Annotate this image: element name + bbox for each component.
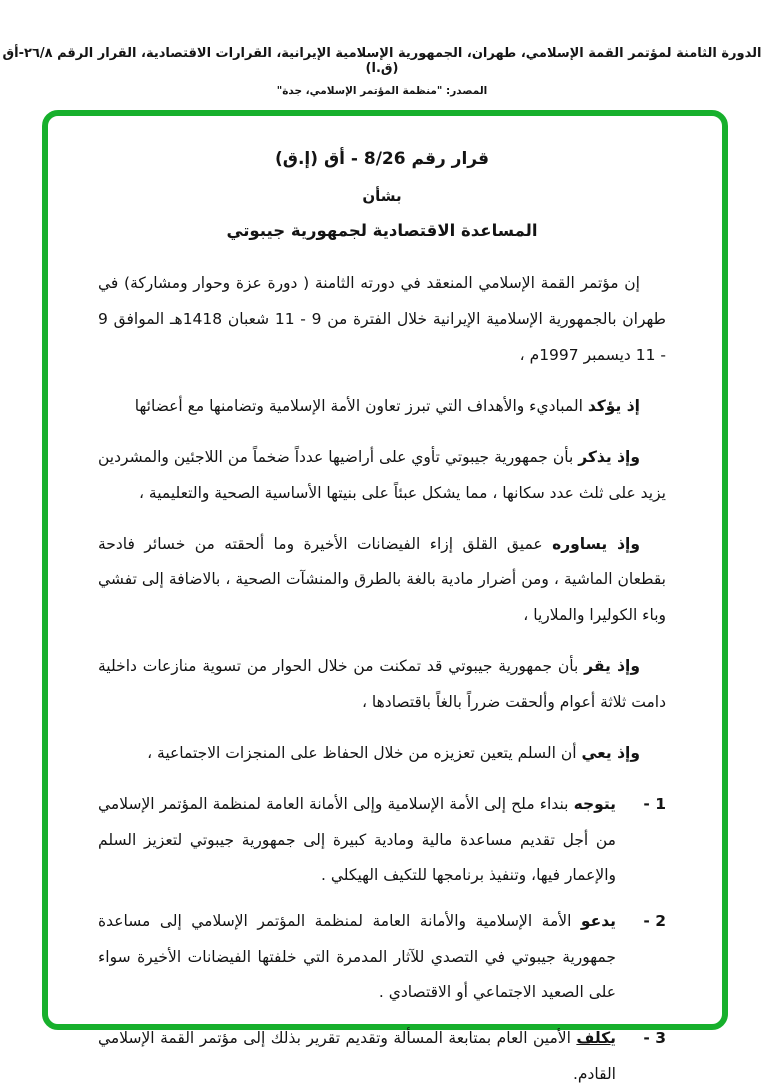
clause-paragraph [98, 389, 666, 425]
operative-items-list [98, 787, 666, 1092]
clause-lead: وإذ يعي [581, 744, 640, 762]
page-header [0, 46, 764, 97]
header-citation-line: الدورة الثامنة لمؤتمر القمة الإسلامي، طهران، الجمهورية الإسلامية الإيرانية، القرارات الاقتصادية، القرار الرقم ٢٦/٨-أق (ق.ا) [2, 46, 762, 76]
item-number: 2 - [643, 912, 666, 931]
header-source-line: المصدر: "منظمة المؤتمر الإسلامي، جدة" [276, 85, 488, 97]
item-body: الأمين العام بمتابعة المسألة وتقديم تقرير بذلك إلى مؤتمر القمة الإسلامي القادم. [98, 1028, 616, 1083]
item-number: 3 - [643, 1028, 666, 1047]
clause-text: أن السلم يتعين تعزيزه من خلال الحفاظ على المنجزات الاجتماعية ، [147, 744, 582, 762]
list-item [98, 787, 666, 894]
clause-paragraph [98, 440, 666, 511]
clause-paragraph [98, 736, 666, 772]
clause-paragraph [98, 649, 666, 720]
item-body: الأمة الإسلامية والأمانة العامة لمنظمة المؤتمر الإسلامي إلى مساعدة جمهورية جيبوتي في التصدي للآثار المدمرة التي خلفتها الفيضانات الأخيرة سواء على الصعيد الاجتماعي أو الاقتصادي . [98, 912, 616, 1002]
item-text [98, 904, 616, 1011]
clause-lead: إذ يؤكد [587, 396, 640, 415]
clause-text: بأن جمهورية جيبوتي تأوي على أراضيها عدداً ضخماً من اللاجئين والمشردين يزيد على ثلث عدد سكانها ، مما يشكل عبئاً على بنيتها الأساسية الصحية والتعليمية ، [98, 448, 666, 502]
title-concerning: بشأن [362, 186, 402, 205]
clause-text: بأن جمهورية جيبوتي قد تمكنت من خلال الحوار من تسوية منازعات داخلية دامت ثلاثة أعوام وألحقت ضرراً بالغاً باقتصادها ، [98, 657, 666, 711]
document-body [48, 116, 722, 1092]
preamble-paragraph: إن مؤتمر القمة الإسلامي المنعقد في دورته الثامنة ( دورة عزة وحوار ومشاركة) في طهران بالجمهورية الإسلامية الإيرانية خلال الفترة من 9 - 11 شعبان 1418هـ الموافق 9 - 11 ديسمبر 1997م ، [98, 274, 666, 364]
list-item [98, 1021, 666, 1092]
item-text [98, 1021, 616, 1092]
clause-text: المباديء والأهداف التي تبرز تعاون الأمة الإسلامية وتضامنها مع أعضائها [134, 396, 588, 415]
item-number: 1 - [643, 795, 666, 814]
clause-text: عميق القلق إزاء الفيضانات الأخيرة وما ألحقته من خسائر فادحة بقطعان الماشية ، ومن أضرار مادية بالغة بالطرق والمنشآت الصحية ، بالاضافة إلى تفشي وباء الكوليرا والملاريا ، [98, 534, 666, 625]
title-block [98, 148, 666, 242]
resolution-number-title: قرار رقم 8/26 - أق (إ.ق) [275, 149, 489, 169]
clause-lead: وإذ يساوره [552, 534, 640, 553]
item-text [98, 787, 616, 894]
clause-lead: وإذ يذكر [578, 448, 641, 467]
resolution-subject-title: المساعدة الاقتصادية لجمهورية جيبوتي [226, 221, 538, 241]
item-body: بنداء ملح إلى الأمة الإسلامية وإلى الأمانة العامة لمنظمة المؤتمر الإسلامي من أجل تقديم مساعدة مالية ومادية كبيرة إلى جمهورية جيبوتي لتعزيز السلم والإعمار فيها، وتنفيذ برنامجها للتكيف الهيكلي . [98, 795, 616, 885]
clause-paragraph [98, 527, 666, 634]
item-lead: يدعو [580, 912, 616, 931]
clause-lead: وإذ يقر [584, 657, 640, 676]
document-green-frame [42, 110, 728, 1083]
list-item [98, 904, 666, 1011]
item-lead: يكلف [576, 1028, 616, 1047]
item-lead: يتوجه [573, 795, 616, 814]
